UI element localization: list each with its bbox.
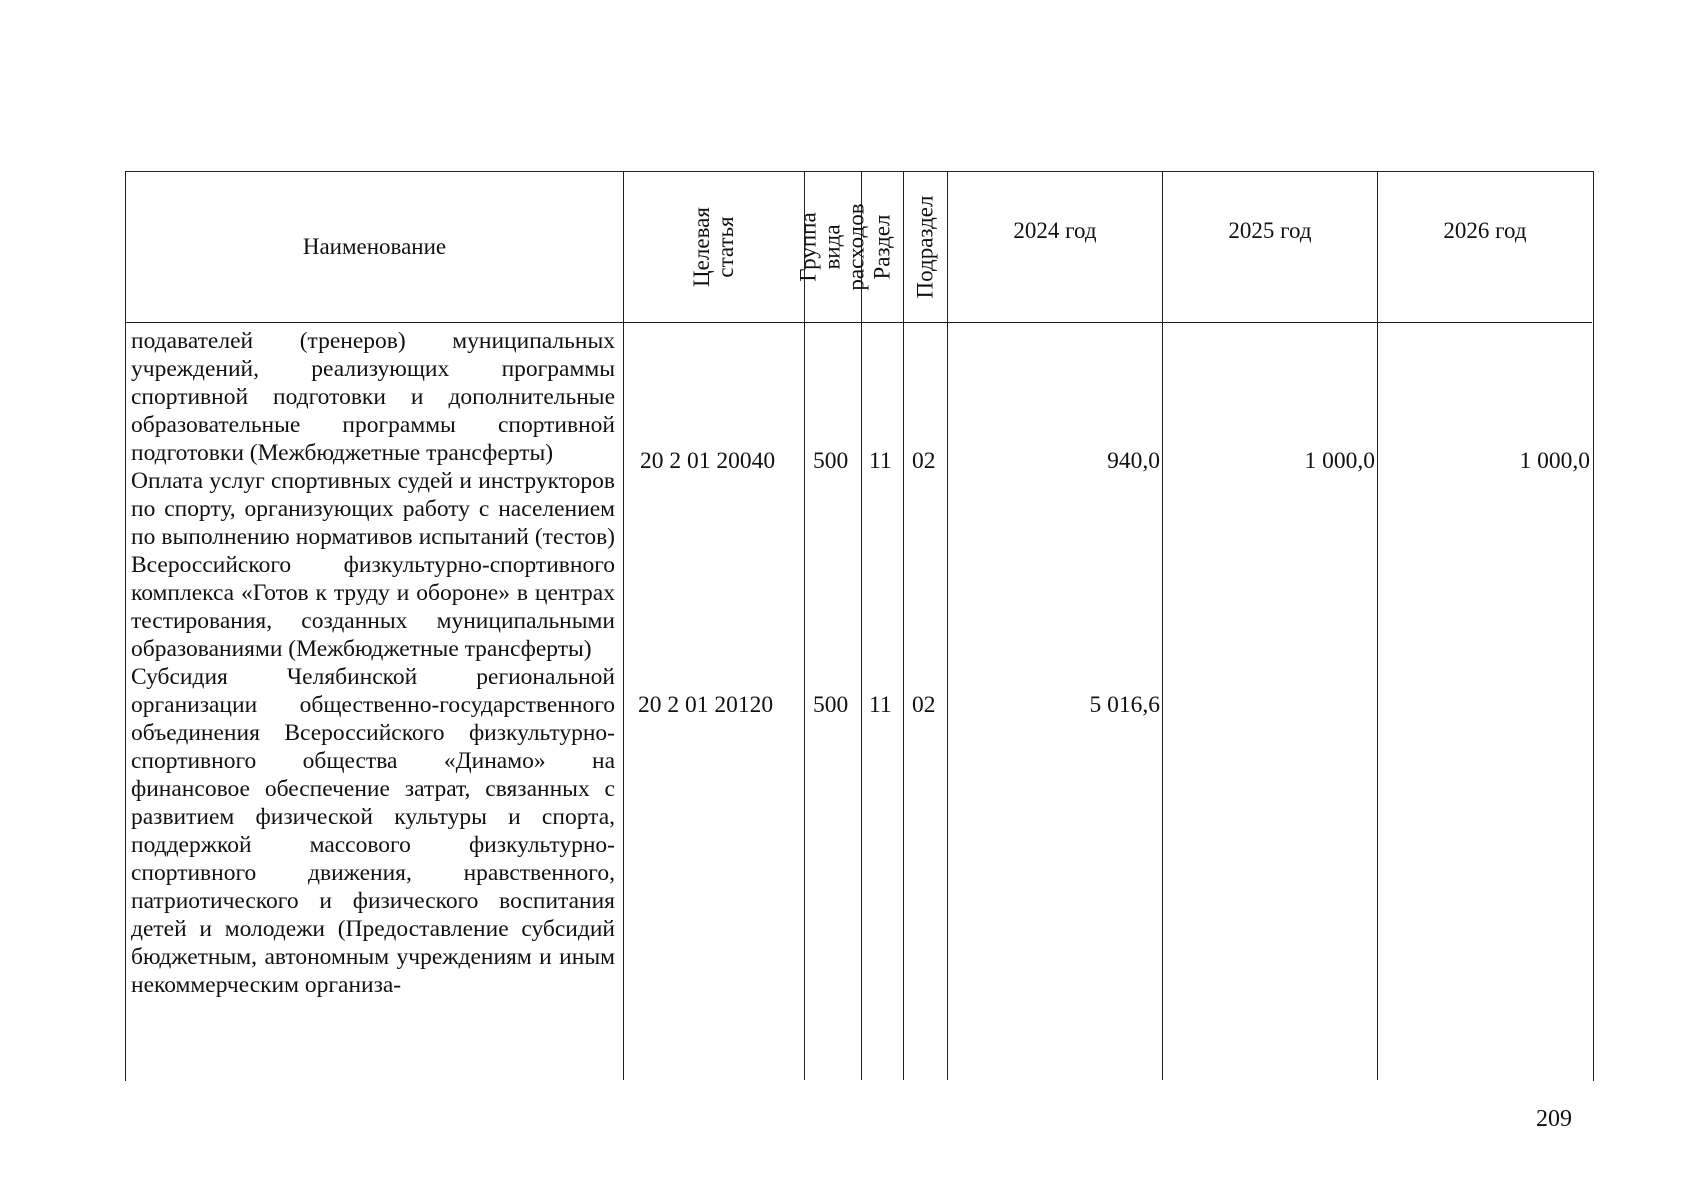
row-1-2024: 940,0 <box>1107 448 1160 474</box>
row-2-code: 20 2 01 20120 <box>638 692 774 718</box>
row-2-name: Оплата услуг спортивных судей и инструкторов по спорту, организующих работу с населением по выполнению нормативов испытаний (тестов) Всероссийского физкультурно-спортивного комплекса «Готов к труду и обороне» в центрах тестирования, созданных муниципальными образованиями (Межбюджетные трансферты) <box>131 468 615 662</box>
row-2-group: 500 <box>813 692 849 718</box>
row-2-section: 11 <box>869 692 892 718</box>
header-name: Наименование <box>302 234 447 259</box>
row-3-name: Субсидия Челябинской региональной организации общественно-государственного объединения Всероссийского физкультурно-спортивного общества «Динамо» на финансовое обеспечение затрат, связанных с развитием физической культуры и спорта, поддержкой массового физкультурно-спортивного движения, нравственного, патриотического и физического воспитания детей и молодежи (Предоставление субсидий бюджетным, автономным учреждениям и иным некоммерческим организа- <box>131 664 615 998</box>
header-subsection: Подраздел <box>912 195 938 299</box>
row-1-name: подавателей (тренеров) муниципальных учреждений, реализующих программы спортивной подготовки и дополнительные образовательные программы спортивной подготовки (Межбюджетные трансферты) <box>131 328 615 466</box>
header-expense-group: Группа вида расходов <box>796 203 870 291</box>
row-2-subsection: 02 <box>912 692 936 718</box>
page-number: 209 <box>1536 1106 1572 1132</box>
header-year-2025: 2025 год <box>1228 218 1312 243</box>
row-1-section: 11 <box>869 448 892 474</box>
row-1-subsection: 02 <box>912 448 936 474</box>
row-1-code: 20 2 01 20040 <box>640 448 776 474</box>
row-1-2026: 1 000,0 <box>1519 448 1590 474</box>
header-divider <box>125 322 1592 323</box>
row-1-group: 500 <box>813 448 849 474</box>
row-2-2024: 5 016,6 <box>1089 692 1160 718</box>
row-1-2025: 1 000,0 <box>1304 448 1375 474</box>
header-section: Раздел <box>869 214 895 280</box>
header-year-2026: 2026 год <box>1443 218 1527 243</box>
header-target-article: Целевая статья <box>689 207 738 287</box>
name-column <box>131 327 615 999</box>
header-year-2024: 2024 год <box>1013 218 1097 243</box>
